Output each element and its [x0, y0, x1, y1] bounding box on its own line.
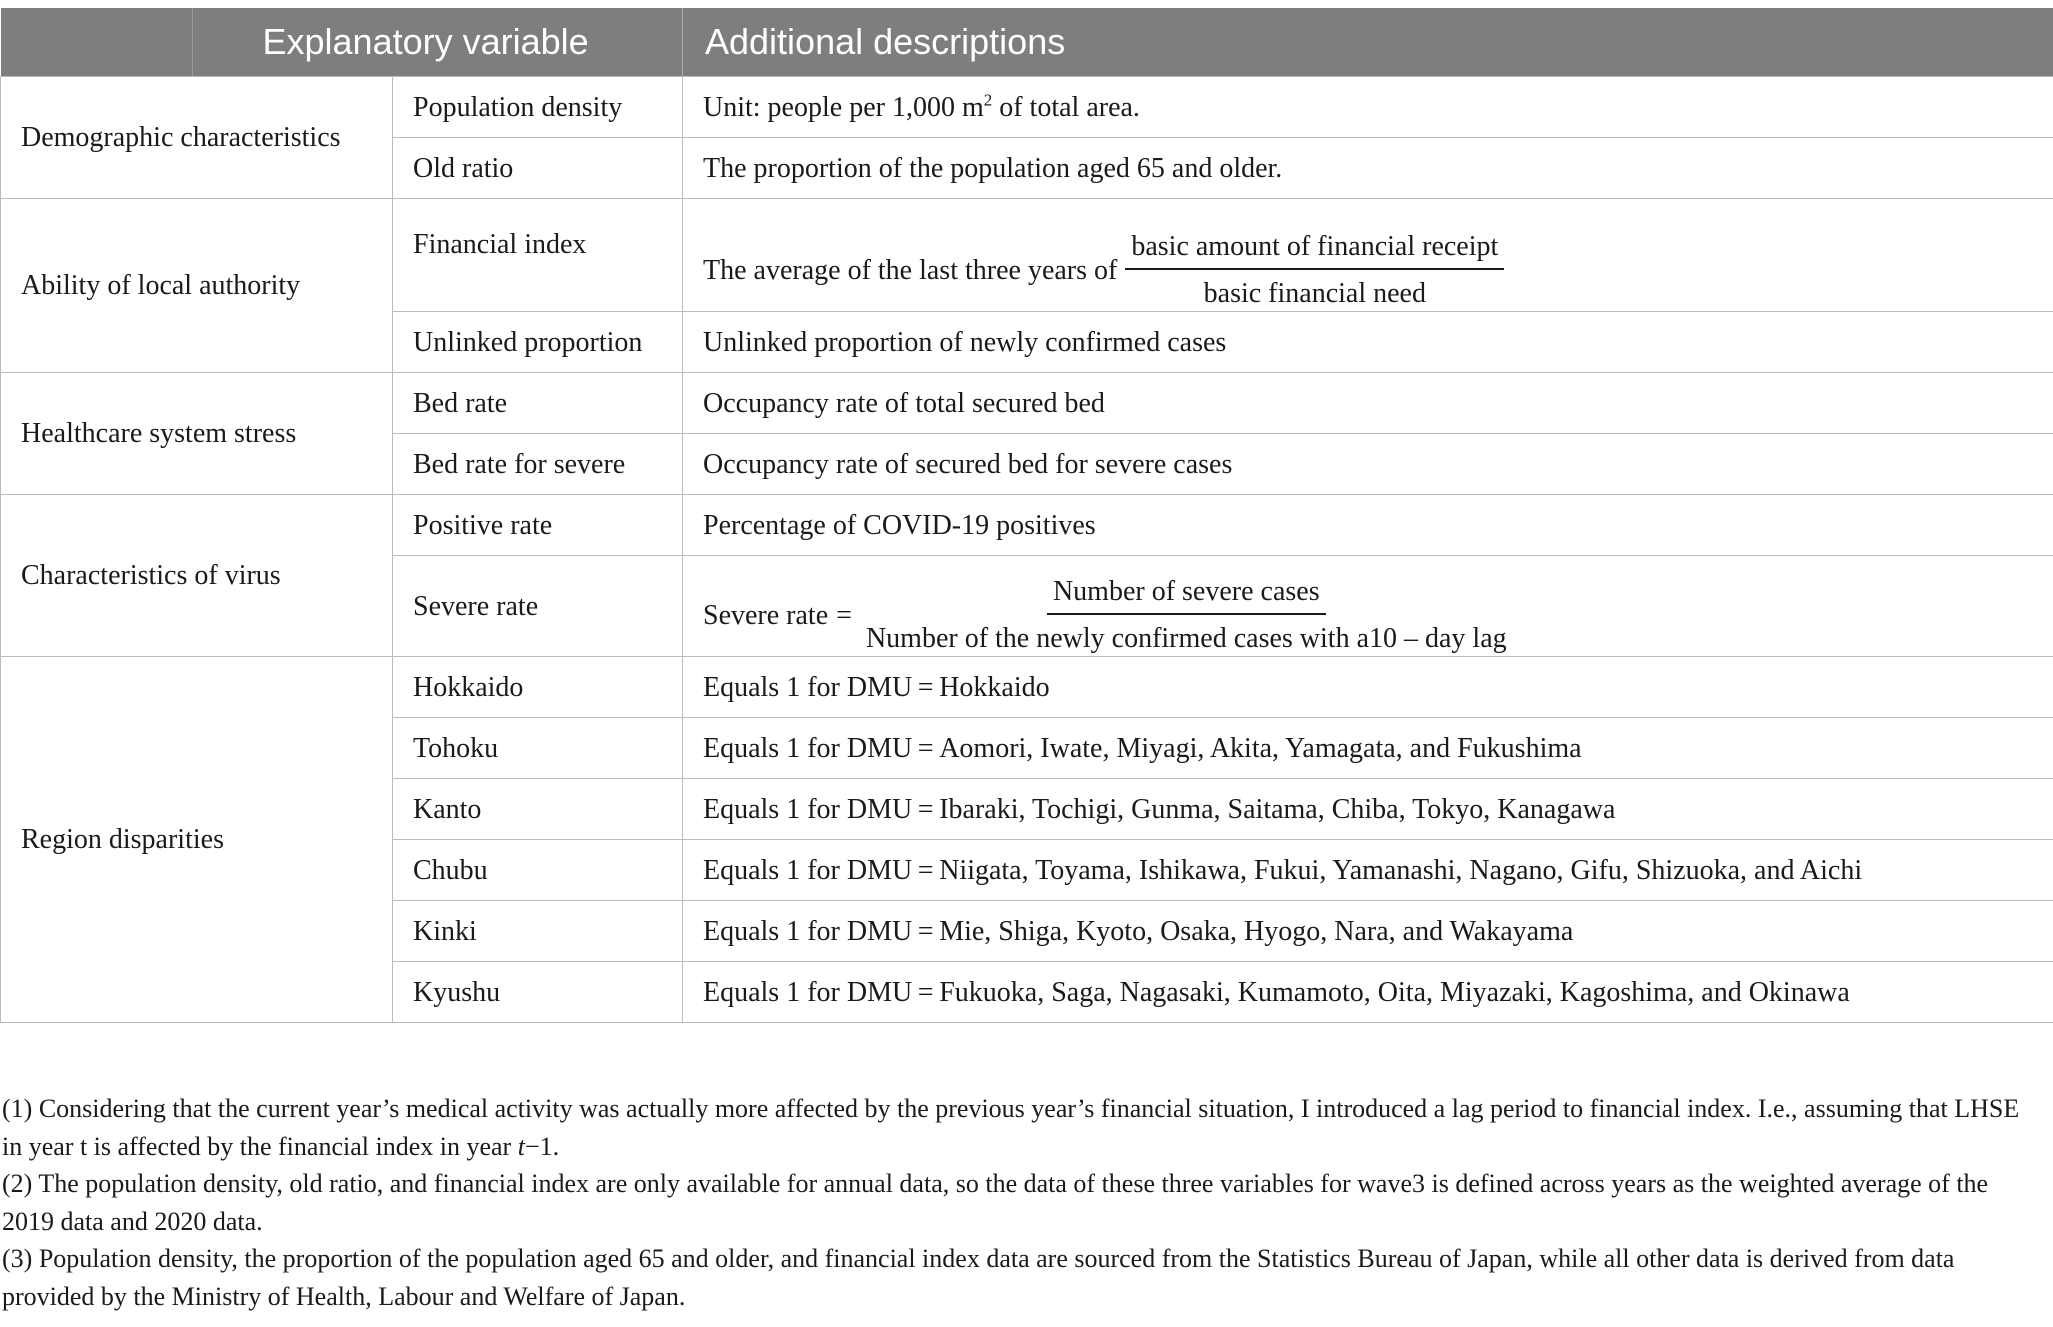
variable-description: Equals 1 for DMU = Aomori, Iwate, Miyagi, Akita, Yamagata, and Fukushima: [683, 718, 2053, 779]
variable-description: Unit: people per 1,000 $m^2$ of total area.: [683, 77, 2053, 138]
variable-name: Kanto: [393, 779, 683, 840]
table-row: [1, 199, 2053, 312]
variable-name: Tohoku: [393, 718, 683, 779]
variable-name: Financial index: [393, 199, 683, 312]
group-demographic: Demographic characteristics: [1, 77, 393, 199]
variable-name: Population density: [393, 77, 683, 138]
variable-name: Severe rate: [393, 556, 683, 657]
variable-description: Equals 1 for DMU = Ibaraki, Tochigi, Gunma, Saitama, Chiba, Tokyo, Kanagawa: [683, 779, 2053, 840]
footnote-2: (2) The population density, old ratio, and financial index are only available for annual data, so the data of these three variables for wave3 is defined across years as the weighted average of the 2019 data and 2020 data.: [2, 1169, 1989, 1236]
header-additional-descriptions: Additional descriptions: [683, 8, 2053, 77]
group-virus: Characteristics of virus: [1, 495, 393, 657]
variable-name: Bed rate: [393, 373, 683, 434]
table-footnotes: [0, 1090, 2042, 1315]
variable-name: Hokkaido: [393, 657, 683, 718]
table-row: [1, 657, 2053, 718]
table-row: [1, 495, 2053, 556]
variable-name: Bed rate for severe: [393, 434, 683, 495]
table-row: [1, 373, 2053, 434]
explanatory-variables-table: [0, 8, 2053, 1023]
variable-description: The average of the last three years of $\frac{\text{basic amount of financial receipt}}{\text{basic financial need}}$: [683, 199, 2053, 312]
variable-description: Severe rate = $\frac{\text{Number of severe cases}}{\text{Number of the newly confirmed cases with a10 – day lag}}$: [683, 556, 2053, 657]
variable-name: Chubu: [393, 840, 683, 901]
footnote-3: (3) Population density, the proportion of the population aged 65 and older, and financial index data are sourced from the Statistics Bureau of Japan, while all other data is derived from data provided by the Ministry of Health, Labour and Welfare of Japan.: [2, 1244, 1955, 1311]
variable-description: The proportion of the population aged 65 and older.: [683, 138, 2053, 199]
variable-description: Occupancy rate of secured bed for severe cases: [683, 434, 2053, 495]
footnote-1: (1) Considering that the current year’s medical activity was actually more affected by the previous year’s financial situation, I introduced a lag period to financial index. I.e., assuming that LHSE in year t is affected by the financial index in year t−1.: [2, 1094, 2020, 1161]
variable-description: Equals 1 for DMU = Hokkaido: [683, 657, 2053, 718]
variable-name: Old ratio: [393, 138, 683, 199]
variable-description: Equals 1 for DMU = Niigata, Toyama, Ishikawa, Fukui, Yamanashi, Nagano, Gifu, Shizuoka, and Aichi: [683, 840, 2053, 901]
group-healthcare: Healthcare system stress: [1, 373, 393, 495]
variable-name: Unlinked proportion: [393, 312, 683, 373]
group-region: Region disparities: [1, 657, 393, 1023]
table-row: [1, 77, 2053, 138]
variable-description: Equals 1 for DMU = Mie, Shiga, Kyoto, Osaka, Hyogo, Nara, and Wakayama: [683, 901, 2053, 962]
variable-description: Unlinked proportion of newly confirmed cases: [683, 312, 2053, 373]
severe-rate-fraction: $\frac{\text{Number of severe cases}}{\text{Number of the newly confirmed cases with a10 – day lag}}$: [865, 576, 1507, 654]
variable-description: Percentage of COVID-19 positives: [683, 495, 2053, 556]
financial-index-fraction: $\frac{\text{basic amount of financial receipt}}{\text{basic financial need}}$: [1125, 229, 1504, 311]
variable-name: Kinki: [393, 901, 683, 962]
variable-description: Equals 1 for DMU = Fukuoka, Saga, Nagasaki, Kumamoto, Oita, Miyazaki, Kagoshima, and Okinawa: [683, 962, 2053, 1023]
header-explanatory-variable: Explanatory variable: [1, 8, 683, 77]
variable-name: Positive rate: [393, 495, 683, 556]
variable-name: Kyushu: [393, 962, 683, 1023]
variable-description: Occupancy rate of total secured bed: [683, 373, 2053, 434]
group-ability: Ability of local authority: [1, 199, 393, 373]
table-header-row: [1, 8, 2053, 77]
